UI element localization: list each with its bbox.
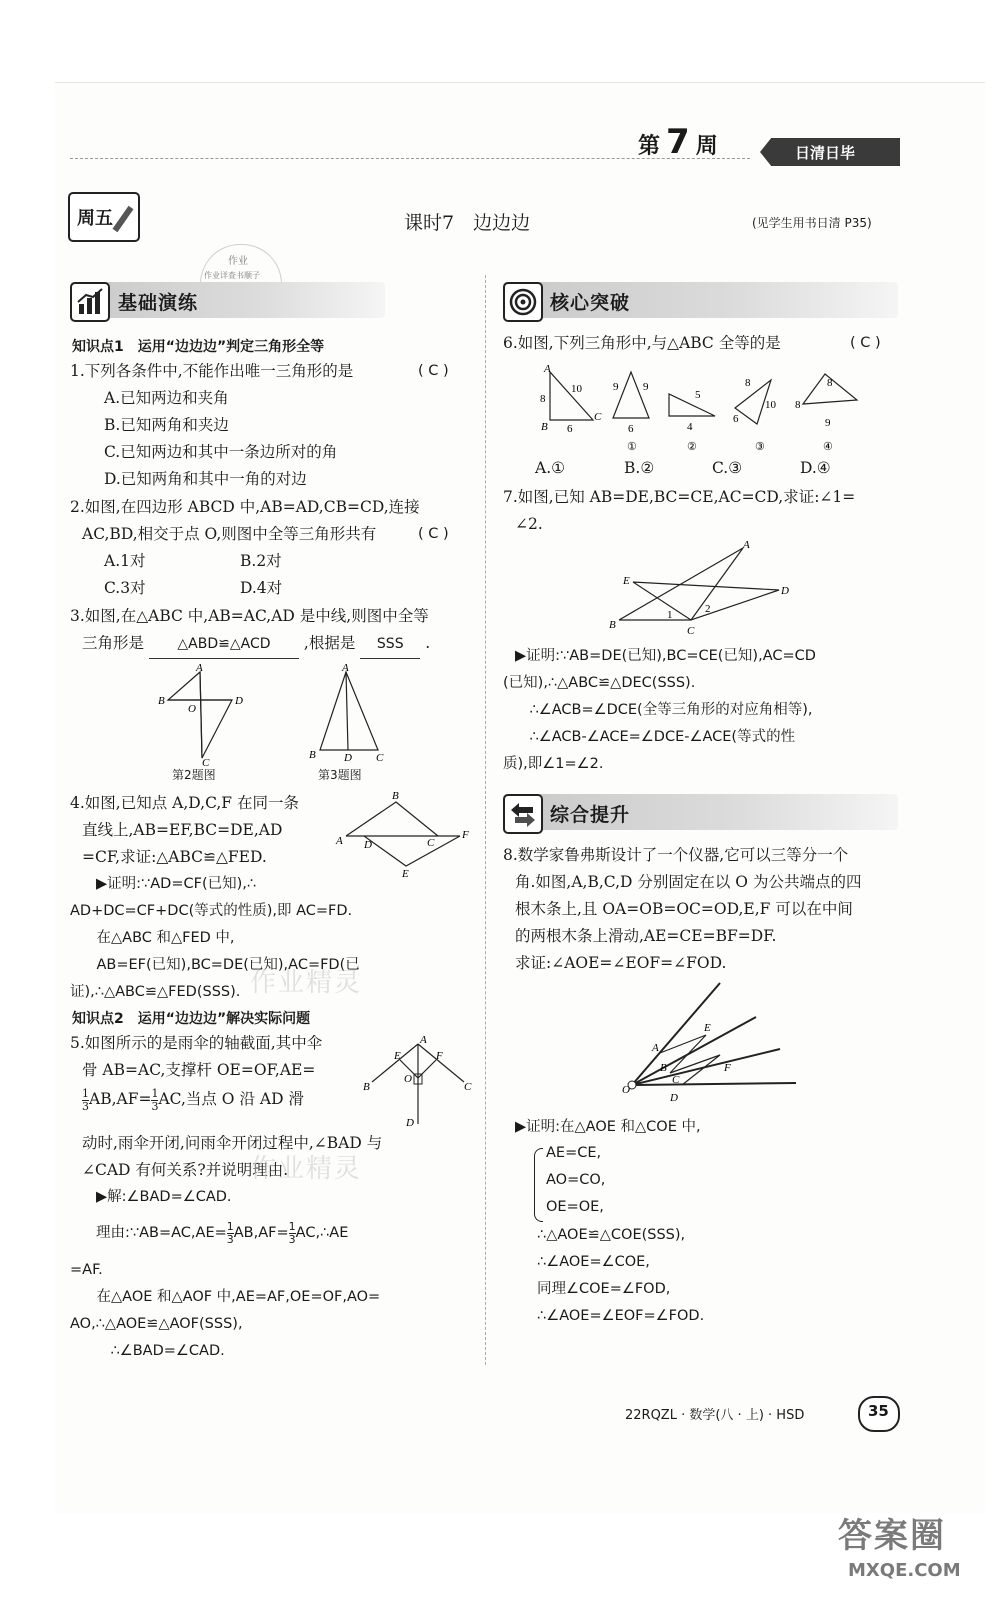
q6-option-b: B.② <box>624 459 655 477</box>
figure-q6-triangles <box>535 360 865 460</box>
svg-text:2: 2 <box>705 603 711 615</box>
q8-sys-3: OE=OE, <box>546 1199 604 1215</box>
svg-text:9: 9 <box>613 381 619 393</box>
fig5-label-d: D <box>406 1117 414 1129</box>
figure-q8-trisector <box>620 975 810 1105</box>
q7-proof-1: ▶证明:∵AB=DE(已知),BC=CE(已知),AC=CD <box>515 648 816 664</box>
q1-option-c: C.已知两边和其中一条边所对的角 <box>104 443 338 461</box>
book-code: 22RQZL · 数学(八 · 上) · HSD <box>625 1408 805 1423</box>
fig5-label-f: F <box>436 1050 443 1062</box>
figure-q3-triangle <box>306 662 392 762</box>
svg-text:10: 10 <box>571 383 582 395</box>
q4-line3: =CF,求证:△ABC≌△FED. <box>82 848 267 866</box>
q8-proof-2: ∴∠AOE=∠COE, <box>537 1254 650 1270</box>
q5-reason-4: AO,∴△AOE≌△AOF(SSS), <box>70 1316 243 1332</box>
svg-text:6: 6 <box>567 423 573 435</box>
svg-text:6: 6 <box>628 423 634 435</box>
week-label: 第 7 周 <box>638 122 718 162</box>
q5-reason-3: 在△AOE 和△AOF 中,AE=AF,OE=OF,AO= <box>82 1289 381 1305</box>
q5-reason-1: 理由:∵AB=AC,AE= $\frac{1}{3}$ AB,AF= $\frac{1}{3}$ AC,∴AE <box>96 1219 349 1246</box>
svg-text:B: B <box>609 619 616 631</box>
site-url: MXQE.COM <box>848 1560 961 1581</box>
svg-text:4: 4 <box>687 421 693 433</box>
fig5-label-b: B <box>363 1081 370 1093</box>
q8-proof-1: ∴△AOE≌△COE(SSS), <box>537 1227 686 1243</box>
q5-line5: ∠CAD 有何关系?并说明理由. <box>82 1161 289 1179</box>
q3-line1: 3.如图,在△ABC 中,AB=AC,AD 是中线,则图中全等 <box>70 607 429 625</box>
q1-option-b: B.已知两角和夹边 <box>104 416 229 434</box>
q6-circ-1: ① <box>627 441 637 453</box>
svg-text:C: C <box>594 411 602 423</box>
fig4-label-b: B <box>392 790 399 802</box>
svg-text:8: 8 <box>540 393 546 405</box>
q8-line1: 8.数学家鲁弗斯设计了一个仪器,它可以三等分一个 <box>503 846 849 864</box>
q8-system-brace <box>534 1148 543 1222</box>
q8-line2: 角.如图,A,B,C,D 分别固定在以 O 为公共端点的四 <box>515 873 862 891</box>
section-basic-title: 基础演练 <box>118 292 199 314</box>
q8-proof-3: 同理∠COE=∠FOD, <box>537 1281 671 1297</box>
fig5-label-o: O <box>404 1073 412 1085</box>
stamp-top: 作业 <box>228 256 248 267</box>
q1-option-a: A.已知两边和夹角 <box>104 389 229 407</box>
q1-option-d: D.已知两角和其中一角的对边 <box>104 470 307 488</box>
svg-text:1: 1 <box>667 609 673 621</box>
fig3-label-c: C <box>376 752 384 762</box>
q6-answer: ( C ) <box>850 335 881 351</box>
fig2-label-a: A <box>196 662 203 674</box>
svg-text:5: 5 <box>695 389 701 401</box>
fig2-caption: 第2题图 <box>172 768 216 782</box>
figure-q5-umbrella <box>360 1034 480 1134</box>
q6-circ-3: ③ <box>755 441 765 453</box>
svg-text:8: 8 <box>745 377 751 389</box>
knowledge-point-1: 知识点1 运用“边边边”判定三角形全等 <box>72 339 325 355</box>
q5-reason-5: ∴∠BAD=∠CAD. <box>96 1343 225 1359</box>
q8-line5: 求证:∠AOE=∠EOF=∠FOD. <box>515 954 727 972</box>
svg-text:9: 9 <box>643 381 649 393</box>
svg-text:B: B <box>541 421 548 433</box>
q6-option-d: D.④ <box>800 459 831 477</box>
q4-proof-5: 证),∴△ABC≌△FED(SSS). <box>70 984 241 1000</box>
q2-answer: ( C ) <box>418 526 449 542</box>
q6-option-c: C.③ <box>712 459 743 477</box>
svg-text:D: D <box>781 585 789 597</box>
fig5-label-e: E <box>394 1050 401 1062</box>
q8-sys-1: AE=CE, <box>546 1145 602 1161</box>
fig2-label-c: C <box>202 757 210 767</box>
q1-stem: 1.下列各条件中,不能作出唯一三角形的是 <box>70 362 354 380</box>
q8-line4: 的两根木条上滑动,AE=CE=BF=DF. <box>515 927 777 945</box>
svg-text:6: 6 <box>733 413 739 425</box>
q8-line3: 根木条上,且 OA=OB=OC=OD,E,F 可以在中间 <box>515 900 853 918</box>
figure-q2-kite <box>150 662 250 767</box>
q7-proof-5: 质),即∠1=∠2. <box>503 756 604 772</box>
q4-proof-1: ▶证明:∵AD=CF(已知),∴ <box>96 876 257 892</box>
q6-stem: 6.如图,下列三角形中,与△ABC 全等的是 <box>503 334 781 352</box>
figure-q4-parallelogram <box>334 788 474 878</box>
q2-option-a: A.1对 <box>104 552 146 570</box>
q2-line2: AC,BD,相交于点 O,则图中全等三角形共有 <box>82 525 377 543</box>
fig5-label-a: A <box>420 1034 427 1046</box>
q1-answer: ( C ) <box>418 363 449 379</box>
q7-proof-2: (已知),∴△ABC≌△DEC(SSS). <box>503 675 696 691</box>
q2-option-c: C.3对 <box>104 579 146 597</box>
chart-icon <box>70 282 110 322</box>
q2-option-b: B.2对 <box>240 552 282 570</box>
fig3-label-d: D <box>344 752 352 762</box>
fig4-label-e: E <box>402 868 409 878</box>
q7-proof-3: ∴∠ACB=∠DCE(全等三角形的对应角相等), <box>515 702 813 718</box>
svg-text:D: D <box>670 1092 678 1104</box>
q4-line2: 直线上,AB=EF,BC=DE,AD <box>82 821 283 839</box>
svg-text:E: E <box>623 575 630 587</box>
day-tab-label: 周五 <box>77 208 113 229</box>
lesson-title: 课时7 边边边 <box>404 212 531 234</box>
svg-text:C: C <box>672 1074 680 1086</box>
fig2-label-b: B <box>158 695 165 707</box>
q8-proof-4: ∴∠AOE=∠EOF=∠FOD. <box>537 1308 705 1324</box>
fig3-caption: 第3题图 <box>318 768 362 782</box>
watermark-2: 作业精灵 <box>250 1154 363 1184</box>
q2-line1: 2.如图,在四边形 ABCD 中,AB=AD,CB=CD,连接 <box>70 498 420 516</box>
svg-text:C: C <box>687 625 695 637</box>
svg-text:E: E <box>704 1022 711 1034</box>
fig4-label-c: C <box>427 837 435 849</box>
q3-line2: 三角形是 △ABD≌△ACD ,根据是 SSS . <box>82 630 430 659</box>
q4-line1: 4.如图,已知点 A,D,C,F 在同一条 <box>70 794 299 812</box>
fig4-label-a: A <box>336 835 343 847</box>
q8-sys-2: AO=CO, <box>546 1172 606 1188</box>
page-number: 35 <box>868 1402 889 1420</box>
q5-line3: $\frac{1}{3}$ AB,AF= $\frac{1}{3}$ AC,当点 O 沿 AD 滑 <box>82 1086 304 1113</box>
q5-reason-2: =AF. <box>70 1262 103 1278</box>
fig3-label-a: A <box>342 662 349 674</box>
fig3-label-b: B <box>309 749 316 761</box>
svg-text:A: A <box>544 363 551 375</box>
target-icon <box>503 282 543 322</box>
section-comp-title: 综合提升 <box>550 804 631 826</box>
q6-circ-4: ④ <box>823 441 833 453</box>
fig2-label-d: D <box>235 695 243 707</box>
svg-text:A: A <box>652 1042 659 1054</box>
svg-text:8: 8 <box>795 399 801 411</box>
svg-text:F: F <box>724 1062 731 1074</box>
watermark-1: 作业精灵 <box>250 968 363 998</box>
q4-proof-2: AD+DC=CF+DC(等式的性质),即 AC=FD. <box>70 903 353 919</box>
week-tag-text: 日清日毕 <box>795 144 856 162</box>
q7-proof-4: ∴∠ACB-∠ACE=∠DCE-∠ACE(等式的性 <box>515 729 796 745</box>
q7-line2: ∠2. <box>515 515 543 533</box>
q8-proof-head: ▶证明:在△AOE 和△COE 中, <box>515 1119 701 1135</box>
q5-solution: ▶解:∠BAD=∠CAD. <box>96 1189 232 1205</box>
fig2-label-o: O <box>188 703 196 715</box>
svg-text:8: 8 <box>827 377 833 389</box>
svg-text:A: A <box>743 539 750 551</box>
q5-line2: 骨 AB=AC,支撑杆 OE=OF,AE= <box>82 1061 316 1079</box>
knowledge-point-2: 知识点2 运用“边边边”解决实际问题 <box>72 1011 311 1027</box>
fig4-label-d: D <box>364 839 372 851</box>
q5-line4: 动时,雨伞开闭,问雨伞开闭过程中,∠BAD 与 <box>82 1134 383 1152</box>
lesson-ref: (见学生用书日清 P35) <box>752 216 872 230</box>
svg-text:O: O <box>622 1084 630 1096</box>
svg-text:B: B <box>660 1062 667 1074</box>
site-logo: 答案圈 <box>838 1516 946 1556</box>
q6-option-a: A.① <box>535 459 566 477</box>
q7-line1: 7.如图,已知 AB=DE,BC=CE,AC=CD,求证:∠1= <box>503 488 856 506</box>
stamp-text: 作业详查书顺子 <box>204 271 260 280</box>
section-core-title: 核心突破 <box>550 292 631 314</box>
q5-line1: 5.如图所示的是雨伞的轴截面,其中伞 <box>70 1034 323 1052</box>
figure-q7 <box>605 538 805 638</box>
fig4-label-f: F <box>462 829 469 841</box>
fig5-label-c: C <box>464 1081 472 1093</box>
q4-proof-4: AB=EF(已知),BC=DE(已知),AC=FD(已 <box>82 957 360 973</box>
column-divider <box>485 275 486 1365</box>
q4-proof-3: 在△ABC 和△FED 中, <box>82 930 235 946</box>
svg-text:9: 9 <box>825 417 831 429</box>
arrows-icon <box>503 794 543 834</box>
q2-option-d: D.4对 <box>240 579 283 597</box>
q6-circ-2: ② <box>687 441 697 453</box>
svg-text:10: 10 <box>765 399 776 411</box>
